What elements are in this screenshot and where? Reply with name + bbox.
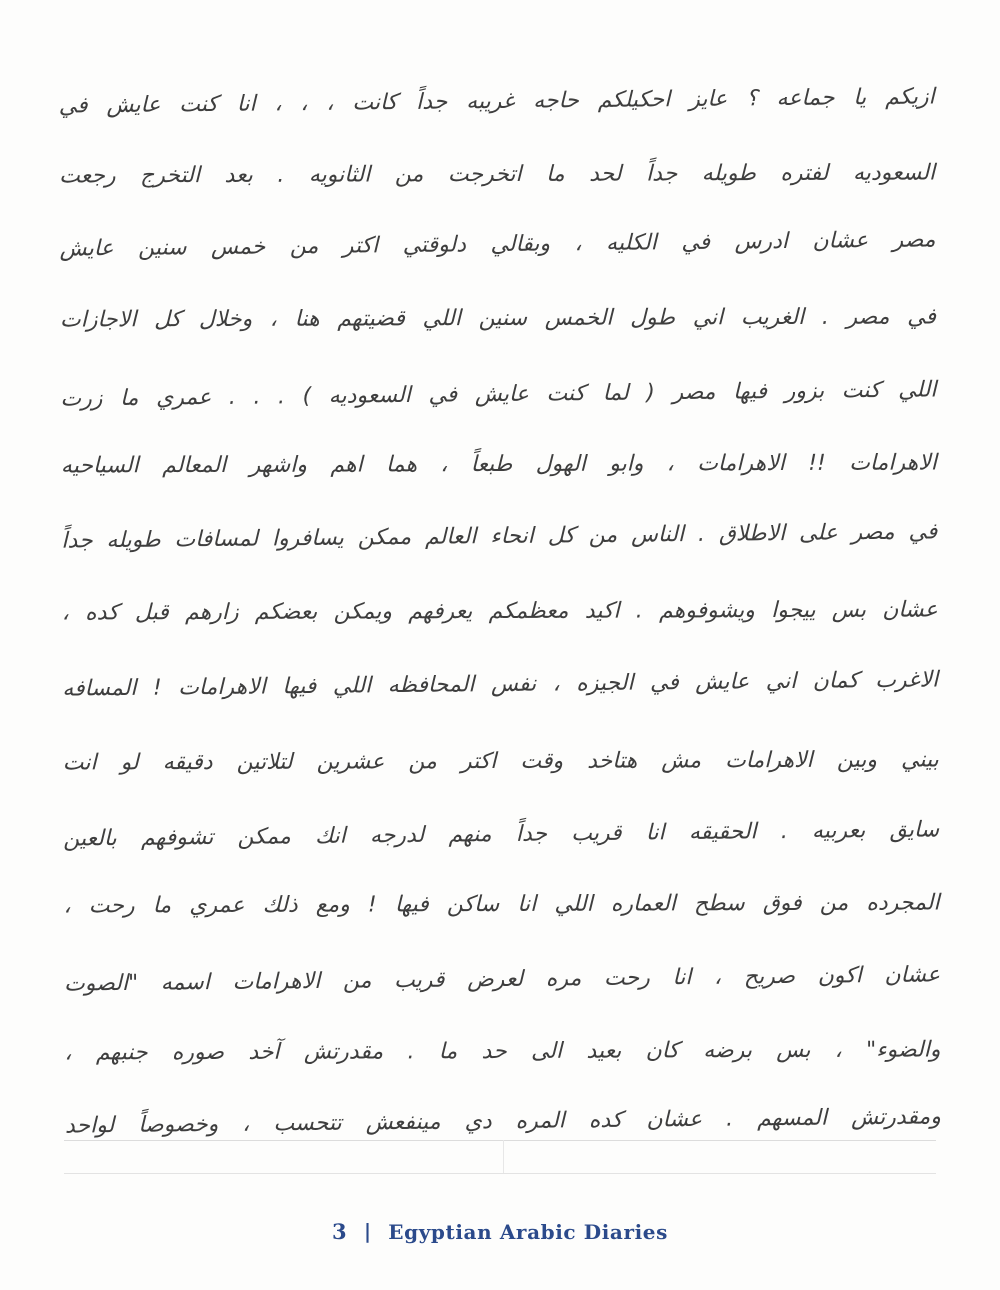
handwritten-line: اللي كنت بزور فيها مصر ( لما كنت عايش في السعوديه ) . . . عمري ما زرت	[60, 377, 937, 412]
faint-horizontal-rule	[64, 1173, 936, 1174]
handwritten-line: الاغرب كمان اني عايش في الجيزه ، نفس المحافظه اللي فيها الاهرامات ! المسافه	[62, 667, 939, 702]
faint-horizontal-rule	[64, 1140, 936, 1141]
handwritten-line: السعوديه لفتره طويله جداً لحد ما اتخرجت من الثانويه . بعد التخرج رجعت	[59, 160, 936, 189]
handwritten-line: عشان بس ييجوا ويشوفوهم . اكيد معظمكم يعرفهم ويمكن بعضكم زارهم قبل كده ،	[61, 597, 938, 626]
handwritten-line: عشان اكون صريح ، انا رحت مره لعرض قريب من الاهرامات اسمه "الصوت	[63, 962, 941, 997]
handwritten-line: ازيكم يا جماعه ؟ عايز احكيلكم حاجه غريبه جداً كانت ، ، ، انا كنت عايش في	[58, 84, 935, 119]
handwritten-line: والضوء" ، بس برضه كان بعيد الى حد ما . مقدرتش آخد صوره جنبهم ،	[64, 1037, 941, 1066]
handwritten-line: بيني وبين الاهرامات مش هتاخد وقت اكتر من عشرين لتلاتين دقيقه لو انت	[62, 747, 939, 776]
handwritten-line: ومقدرتش المسهم . عشان كده المره دي مينفعش تتحسب ، وخصوصاً لواحد	[64, 1104, 942, 1139]
handwritten-line: الاهرامات !! الاهرامات ، وابو الهول طبعاً ، هما اهم واشهر المعالم السياحيه	[60, 450, 937, 479]
footer-separator: |	[363, 1219, 372, 1243]
handwritten-line: مصر عشان ادرس في الكليه ، وبقالي دلوقتي اكتر من خمس سنين عايش	[59, 227, 936, 262]
handwritten-line: سايق بعربيه . الحقيقه انا قريب جداً منهم لدرجه انك ممكن تشوفهم بالعين	[63, 817, 940, 852]
handwritten-line: في مصر . الغريب اني طول الخمس سنين اللي قضيتهم هنا ، وخلال كل الاجازات	[59, 304, 937, 333]
handwritten-line: في مصر على الاطلاق . الناس من كل انحاء العالم ممكن يسافروا لمسافات طويله جداً	[61, 519, 938, 554]
page-number: 3	[332, 1219, 348, 1244]
page-footer	[0, 1219, 1000, 1244]
handwritten-line: المجرده من فوق سطح العماره اللي انا ساكن فيها ! ومع ذلك عمري ما رحت ،	[63, 890, 940, 919]
footer-title: Egyptian Arabic Diaries	[388, 1220, 668, 1244]
faint-vertical-rule	[503, 1140, 504, 1173]
